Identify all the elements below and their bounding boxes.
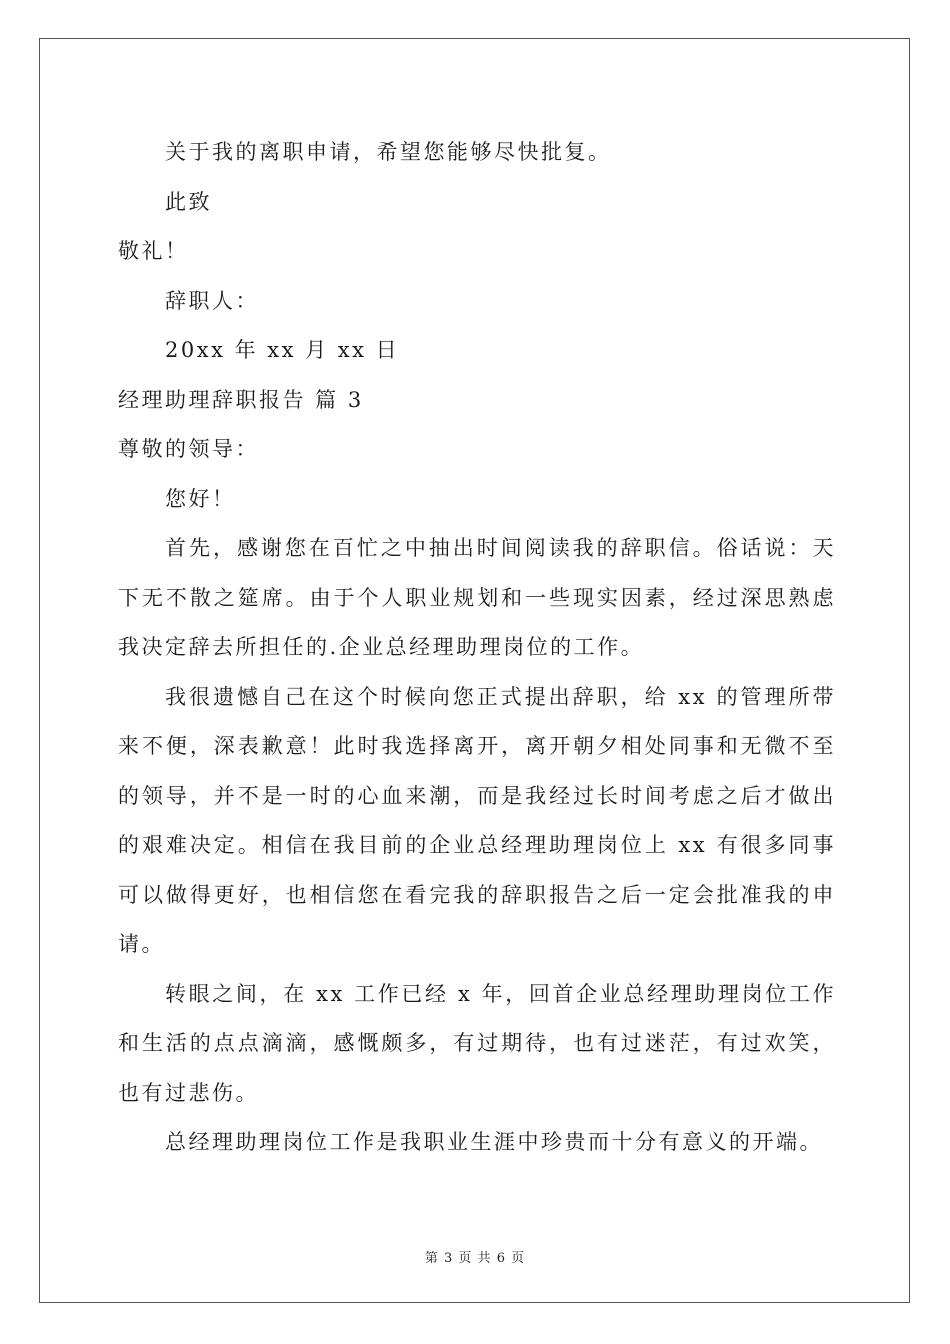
body-paragraph: 总经理助理岗位工作是我职业生涯中珍贵而十分有意义的开端。: [165, 1130, 823, 1154]
body-paragraph: 我很遗憾自己在这个时候向您正式提出辞职，给 xx 的管理所带来不便，深表歉意！此时我选择离开，离开朝夕相处同事和无微不至的领导，并不是一时的心血来潮，而是我经过长时间考虑之后才做出的艰难决定。相信在我目前的企业总经理助理岗位上 xx 有很多同事可以做得更好，也相信您在看完我的辞职报告之后一定会批准我的申请。: [118, 684, 836, 956]
greeting-recipient: 尊敬的领导：: [118, 437, 259, 461]
greeting: 您好！: [165, 486, 236, 511]
salutation-close: 此致: [165, 189, 212, 214]
closing-request-line: 关于我的离职申请，希望您能够尽快批复。: [165, 140, 612, 164]
signer-label: 辞职人：: [165, 288, 259, 313]
document-body: [118, 128, 836, 1168]
respect-line: 敬礼！: [118, 239, 189, 263]
body-paragraph: 转眼之间，在 xx 工作已经 x 年，回首企业总经理助理岗位工作和生活的点点滴滴，感慨颇多，有过期待，也有过迷茫，有过欢笑，也有过悲伤。: [118, 981, 836, 1105]
page-indicator: 第 3 页 共 6 页: [424, 1251, 526, 1266]
body-paragraph: 首先，感谢您在百忙之中抽出时间阅读我的辞职信。俗话说：天下无不散之筵席。由于个人职业规划和一些现实因素，经过深思熟虑我决定辞去所担任的.企业总经理助理岗位的工作。: [118, 536, 836, 659]
date-line: 20xx 年 xx 月 xx 日: [165, 338, 400, 362]
section-title: 经理助理辞职报告 篇 3: [118, 387, 364, 412]
